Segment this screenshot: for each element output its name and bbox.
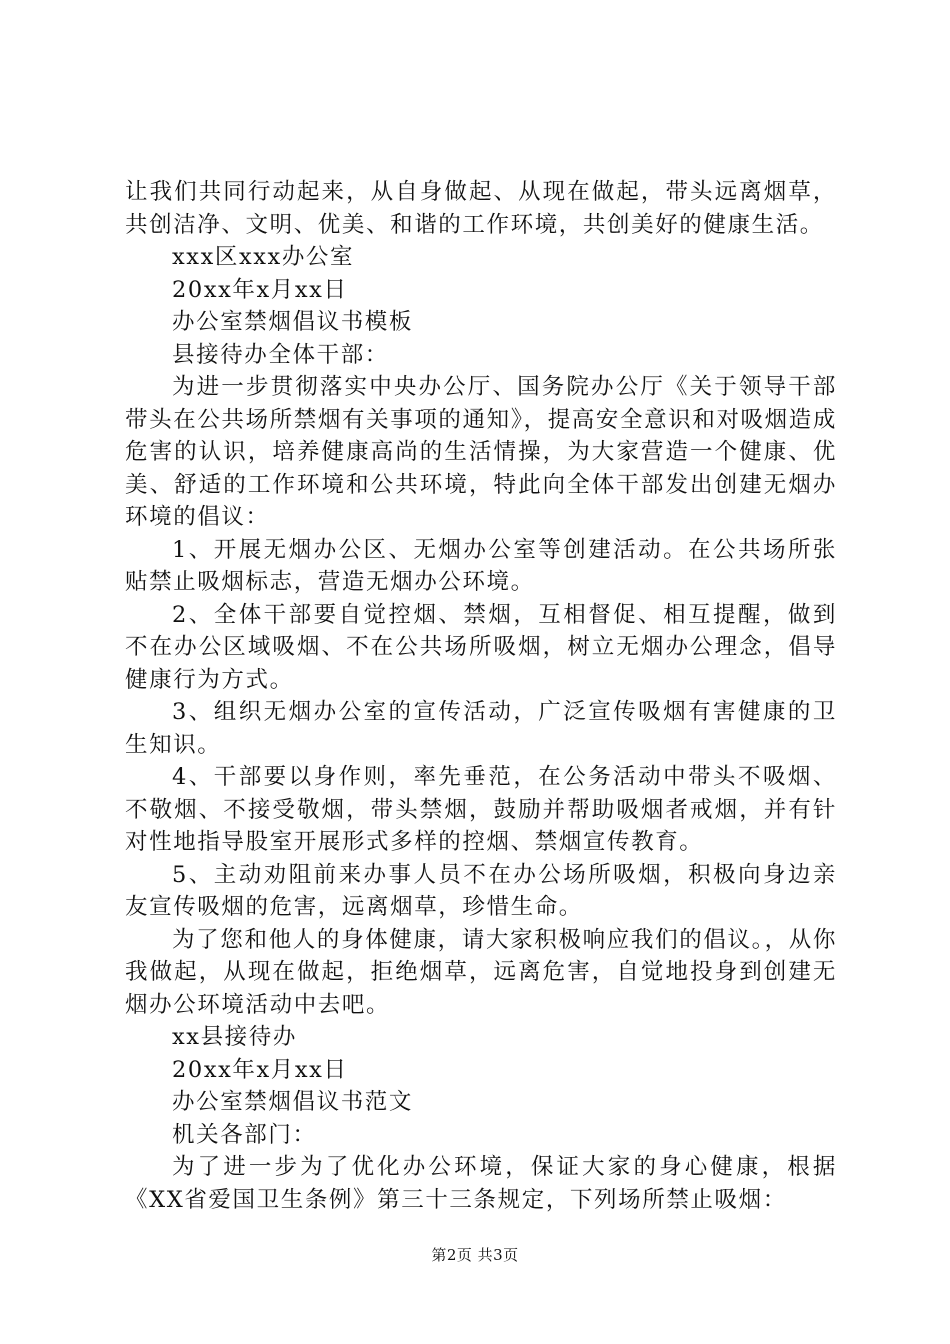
signature-date: 20xx年x月xx日 <box>172 276 348 303</box>
section-title-template: 办公室禁烟倡议书模板 <box>172 309 414 335</box>
list-item-2: 2、全体干部要自觉控烟、禁烟，互相督促、相互提醒，做到不在办公区域吸烟、不在公共场所吸烟，树立无烟办公理念，倡导健康行为方式。 <box>125 601 837 693</box>
paragraph-appeal: 为了您和他人的身体健康，请大家积极响应我们的倡议。，从你我做起，从现在做起，拒绝烟草，远离危害，自觉地投身到创建无烟办公环境活动中去吧。 <box>125 926 837 1018</box>
salutation-all-cadres: 县接待办全体干部： <box>172 341 389 368</box>
section-title-sample: 办公室禁烟倡议书范文 <box>172 1089 414 1115</box>
list-item-5: 5、主动劝阻前来办事人员不在办公场所吸烟，积极向身边亲友宣传吸烟的危害，远离烟草，珍惜生命。 <box>125 861 837 920</box>
page-number: 第2页 共3页 <box>431 1246 519 1264</box>
list-item-4: 4、干部要以身作则，率先垂范，在公务活动中带头不吸烟、不敬烟、不接受敬烟，带头禁烟，鼓励并帮助吸烟者戒烟，并有针对性地指导股室开展形式多样的控烟、禁烟宣传教育。 <box>125 764 837 855</box>
signature-date-2: 20xx年x月xx日 <box>172 1056 348 1083</box>
signature-reception-office: xx县接待办 <box>172 1024 297 1050</box>
signature-office: xxx区xxx办公室 <box>172 244 355 270</box>
paragraph-intro: 为进一步贯彻落实中央办公厅、国务院办公厅《关于领导干部带头在公共场所禁烟有关事项的通知》，提高安全意识和对吸烟造成危害的认识，培养健康高尚的生活情操，为大家营造一个健康、优美、舒适的工作环境和公共环境，特此向全体干部发出创建无烟办环境的倡议： <box>125 374 837 530</box>
paragraph-regulation: 为了进一步为了优化办公环境，保证大家的身心健康，根据《XX省爱国卫生条例》第三十三条规定，下列场所禁止吸烟： <box>125 1154 837 1213</box>
document-body <box>125 176 837 1216</box>
list-item-1: 1、开展无烟办公区、无烟办公室等创建活动。在公共场所张贴禁止吸烟标志，营造无烟办公环境。 <box>125 536 837 595</box>
paragraph-closing-call: 让我们共同行动起来，从自身做起、从现在做起，带头远离烟草，共创洁净、文明、优美、和谐的工作环境，共创美好的健康生活。 <box>125 179 837 238</box>
salutation-departments: 机关各部门： <box>172 1121 317 1148</box>
list-item-3: 3、组织无烟办公室的宣传活动，广泛宣传吸烟有害健康的卫生知识。 <box>125 699 837 758</box>
